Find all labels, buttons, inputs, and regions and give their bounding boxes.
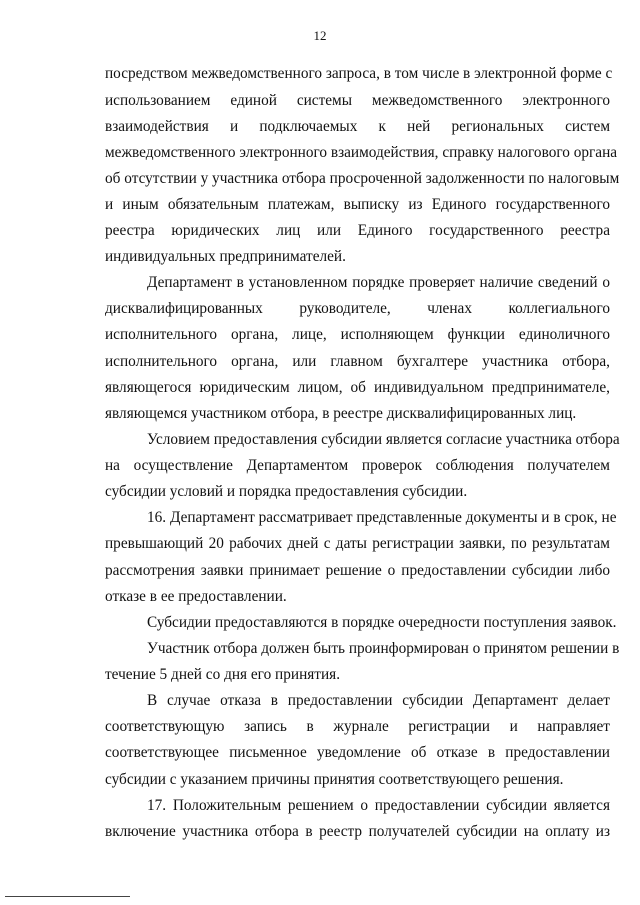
text-line: Условием предоставления субсидии является согласие участника отбора [147, 431, 620, 448]
text-line: посредством межведомственного запроса, в том числе в электронной форме с [105, 65, 613, 82]
text-line: 17. Положительным решением о предоставлении субсидии является [147, 797, 610, 814]
text-line: являющегося юридическим лицом, об индивидуальном предпринимателе, [105, 379, 610, 396]
page-number: 12 [313, 28, 327, 43]
text-line: включение участника отбора в реестр получателей субсидии на оплату из [105, 823, 610, 840]
text-line: субсидии с указанием причины принятия соответствующего решения. [105, 771, 564, 788]
text-line: соответствующую запись в журнале регистрации и направляет [105, 718, 610, 735]
text-line: Субсидии предоставляются в порядке очередности поступления заявок. [147, 614, 617, 631]
text-line: Участник отбора должен быть проинформирован о принятом решении в [147, 640, 620, 657]
text-line: на осуществление Департаментом проверок соблюдения получателем [105, 457, 610, 474]
text-line: течение 5 дней со дня его принятия. [105, 666, 341, 683]
text-line: об отсутствии у участника отбора просроченной задолженности по налоговым [105, 170, 620, 187]
text-line: межведомственного электронного взаимодействия, справку налогового органа [105, 144, 618, 161]
text-line: исполнительного органа, лице, исполняющем функции единоличного [105, 326, 610, 343]
text-line: рассмотрения заявки принимает решение о предоставлении субсидии либо [105, 562, 610, 579]
text-line: являющемся участником отбора, в реестре дисквалифицированных лиц. [105, 405, 577, 422]
text-line: 16. Департамент рассматривает представленные документы и в срок, не [147, 509, 617, 526]
text-line: соответствующее письменное уведомление об отказе в предоставлении [105, 744, 610, 761]
text-line: В случае отказа в предоставлении субсидии Департамент делает [147, 692, 610, 709]
text-line: индивидуальных предпринимателей. [105, 248, 346, 265]
text-line: Департамент в установленном порядке проверяет наличие сведений о [147, 274, 610, 291]
text-line: исполнительного органа, или главном бухгалтере участника отбора, [105, 353, 610, 370]
text-line: превышающий 20 рабочих дней с даты регистрации заявки, по результатам [105, 535, 610, 552]
text-line: использованием единой системы межведомственного электронного [105, 92, 610, 109]
text-line: отказе в ее предоставлении. [105, 588, 287, 605]
text-line: взаимодействия и подключаемых к ней региональных систем [105, 118, 610, 135]
text-line: дисквалифицированных руководителе, членах коллегиального [105, 300, 610, 317]
text-line: и иным обязательным платежам, выписку из Единого государственного [105, 196, 610, 213]
text-line: реестра юридических лиц или Единого государственного реестра [105, 222, 610, 239]
footnote-separator [5, 896, 130, 897]
text-line: субсидии условий и порядка предоставления субсидии. [105, 483, 468, 500]
